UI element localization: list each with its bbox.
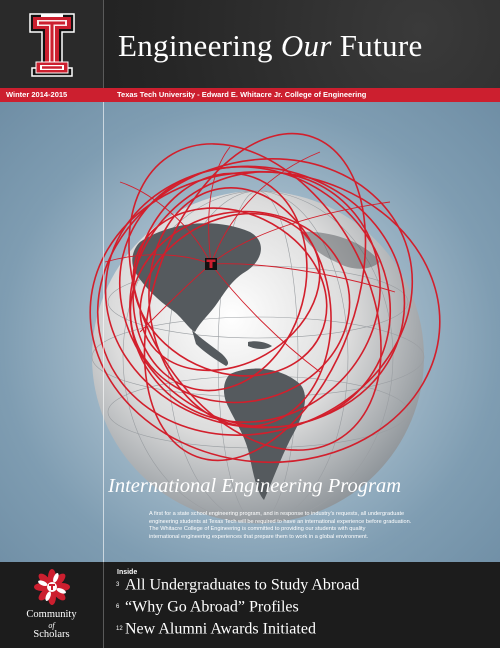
intro-line: international engineering experiences that prepare them to work in a global environment. bbox=[149, 533, 369, 540]
title-part-2: Future bbox=[331, 28, 423, 63]
of-label: of bbox=[48, 621, 55, 630]
intro-line: A first for a state school engineering program, and in response to industry's requests, all undergraduate bbox=[149, 511, 405, 517]
intro-paragraph bbox=[149, 511, 489, 541]
title-part-1: Engineering bbox=[118, 28, 281, 63]
inside-label: Inside bbox=[117, 569, 138, 576]
contents-footer bbox=[0, 562, 500, 648]
divider-line bbox=[103, 102, 104, 562]
contents-item-title: New Alumni Awards Initiated bbox=[125, 620, 316, 638]
masthead bbox=[0, 0, 500, 88]
community-of-scholars-panel bbox=[0, 562, 104, 648]
contents-item-title: “Why Go Abroad” Profiles bbox=[125, 598, 299, 616]
page-number: 6 bbox=[116, 604, 120, 611]
page-number: 3 bbox=[116, 582, 120, 589]
cover-art bbox=[0, 102, 500, 562]
masthead-title bbox=[118, 28, 423, 64]
community-label: Community bbox=[26, 609, 77, 620]
university-line: Texas Tech University - Edward E. Whitacre Jr. College of Engineering bbox=[117, 90, 367, 99]
community-of-scholars-emblem-icon bbox=[32, 567, 72, 607]
contents-item[interactable] bbox=[116, 576, 359, 594]
intro-line: engineering students at Texas Tech will be required to have an international experience before graduation. bbox=[149, 518, 412, 525]
feature-title: International Engineering Program bbox=[108, 475, 402, 497]
page-number: 12 bbox=[116, 626, 123, 633]
contents-item[interactable] bbox=[116, 620, 316, 638]
double-t-logo-icon bbox=[0, 0, 103, 88]
logo-panel bbox=[0, 0, 104, 88]
title-emphasis: Our bbox=[280, 28, 332, 63]
intro-line: The Whitacre College of Engineering is committed to providing our students with quality bbox=[149, 526, 366, 532]
issue-date: Winter 2014-2015 bbox=[6, 90, 68, 99]
info-bar bbox=[0, 88, 500, 102]
location-marker-icon bbox=[205, 258, 217, 270]
contents-item-title: All Undergraduates to Study Abroad bbox=[125, 576, 360, 594]
contents-item[interactable] bbox=[116, 598, 299, 616]
scholars-label: Scholars bbox=[33, 629, 70, 640]
